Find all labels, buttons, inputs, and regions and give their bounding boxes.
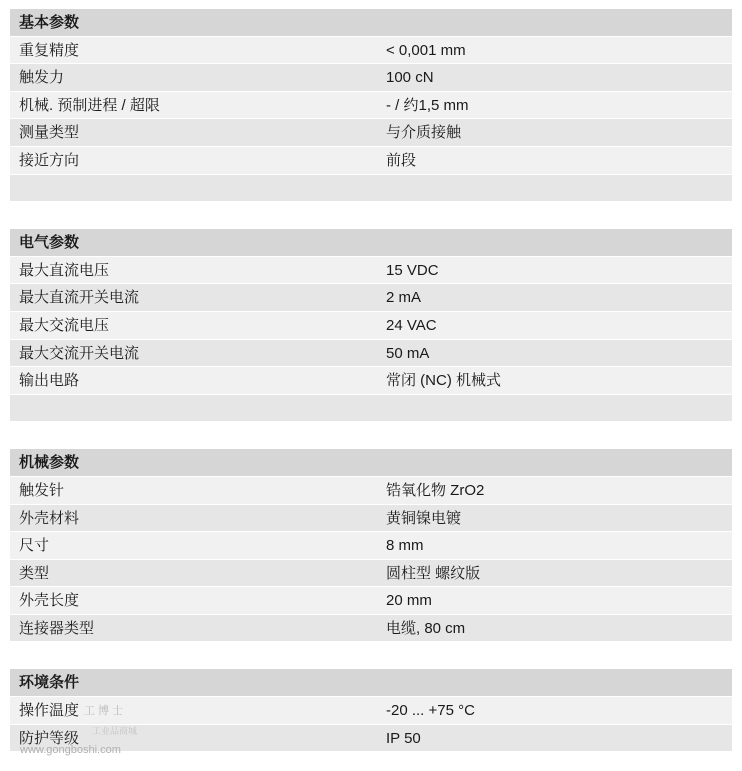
spec-value: 前段 <box>386 151 417 169</box>
section-environment <box>10 669 732 752</box>
watermark-url: www.gongboshi.com <box>20 744 121 756</box>
table-row <box>10 37 732 65</box>
section-gap <box>10 202 732 229</box>
section-title: 机械参数 <box>19 454 80 472</box>
spec-value: 与介质接触 <box>386 124 462 142</box>
spec-label: 最大直流电压 <box>19 261 110 279</box>
table-row <box>10 257 732 285</box>
spec-label: 接近方向 <box>19 151 80 169</box>
watermark-shop: 工业品商城 <box>92 726 138 736</box>
spec-value: 电缆, 80 cm <box>386 619 466 637</box>
spec-label: 连接器类型 <box>19 619 95 637</box>
spec-label: 操作温度 <box>19 702 80 720</box>
spec-label: 最大直流开关电流 <box>19 289 140 307</box>
spec-value: IP 50 <box>386 729 421 747</box>
spec-value: 2 mA <box>386 289 422 307</box>
spec-value: - / 约1,5 mm <box>386 96 469 114</box>
section-title: 基本参数 <box>19 14 80 31</box>
spec-label: 尺寸 <box>19 537 50 555</box>
table-row <box>10 64 732 92</box>
spec-label: 最大交流开关电流 <box>19 344 140 362</box>
spec-label: 重复精度 <box>19 41 80 59</box>
table-row <box>10 284 732 312</box>
spec-value: 黄铜镍电镀 <box>386 509 462 527</box>
section-gap <box>10 642 732 669</box>
table-row <box>10 340 732 368</box>
section-header <box>10 669 732 697</box>
spec-table <box>10 9 732 752</box>
spec-label: 触发力 <box>19 69 65 87</box>
section-electrical <box>10 229 732 422</box>
section-header <box>10 449 732 477</box>
table-row <box>10 119 732 147</box>
spec-label: 机械. 预制进程 / 超限 <box>19 96 160 114</box>
section-header <box>10 9 732 37</box>
spec-label: 最大交流电压 <box>19 316 110 334</box>
table-row <box>10 477 732 505</box>
spec-value: 20 mm <box>386 592 432 610</box>
table-row <box>10 92 732 120</box>
table-row <box>10 560 732 588</box>
table-row <box>10 505 732 533</box>
table-row <box>10 697 732 725</box>
table-row <box>10 725 732 753</box>
spec-label: 测量类型 <box>19 124 80 142</box>
table-row <box>10 587 732 615</box>
spec-label: 输出电路 <box>19 372 80 390</box>
spec-value: 50 mA <box>386 344 430 362</box>
spec-value: 圆柱型 螺纹版 <box>386 564 481 582</box>
table-row <box>10 532 732 560</box>
spec-value: -20 ... +75 °C <box>386 702 475 720</box>
spec-label: 类型 <box>19 564 50 582</box>
empty-row <box>10 175 732 203</box>
empty-row <box>10 395 732 423</box>
table-row <box>10 147 732 175</box>
watermark-brand: 工博士 <box>84 704 126 717</box>
spec-label: 外壳材料 <box>19 509 80 527</box>
spec-label: 触发针 <box>19 481 65 499</box>
section-title: 电气参数 <box>19 234 80 252</box>
spec-value: 锆氧化物 ZrO2 <box>386 481 485 499</box>
table-row <box>10 615 732 643</box>
spec-label: 防护等级 <box>19 729 80 747</box>
section-header <box>10 229 732 257</box>
section-basic <box>10 9 732 202</box>
spec-value: 常闭 (NC) 机械式 <box>386 372 501 390</box>
spec-label: 外壳长度 <box>19 592 80 610</box>
section-gap <box>10 422 732 449</box>
section-title: 环境条件 <box>19 674 80 692</box>
table-row <box>10 367 732 395</box>
spec-value: 8 mm <box>386 537 424 555</box>
spec-value: 24 VAC <box>386 316 437 334</box>
spec-value: < 0,001 mm <box>386 41 466 59</box>
section-mechanical <box>10 449 732 642</box>
spec-value: 15 VDC <box>386 261 439 279</box>
spec-value: 100 cN <box>386 69 434 87</box>
table-row <box>10 312 732 340</box>
